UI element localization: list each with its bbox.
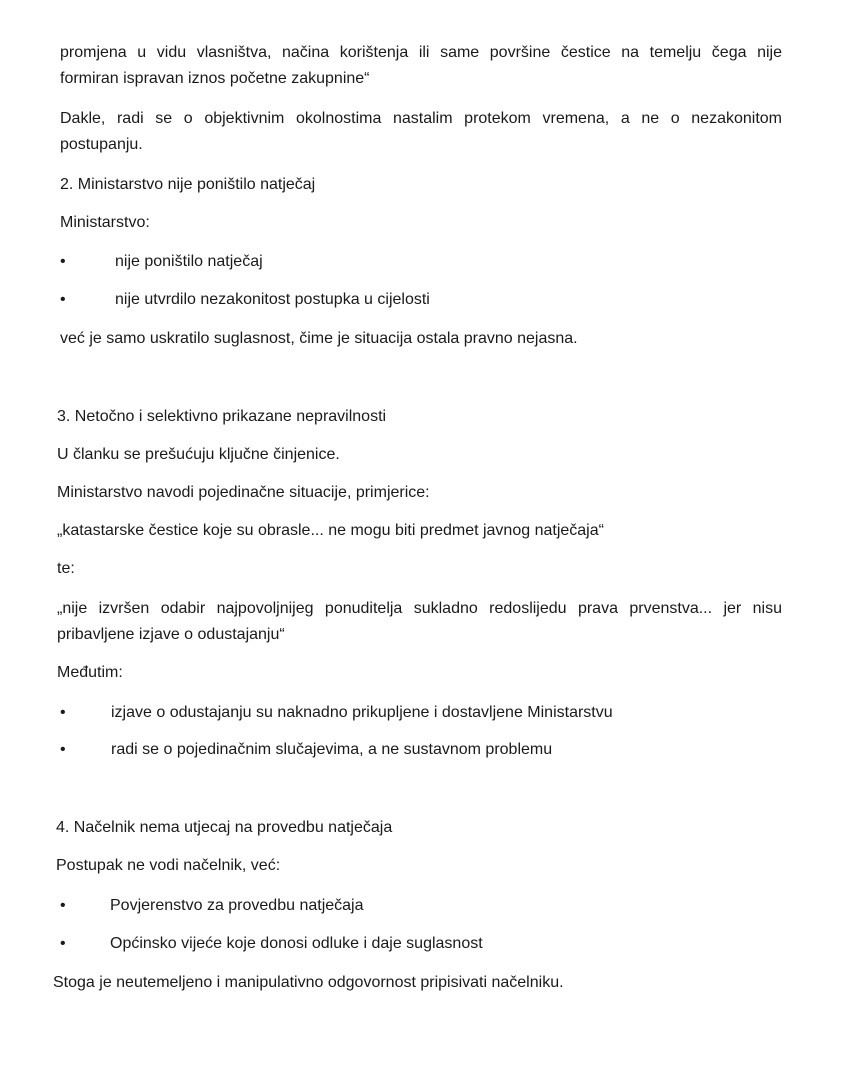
section-lead: Međutim: — [57, 664, 123, 681]
section-heading: 2. Ministarstvo nije poništilo natječaj — [60, 176, 316, 193]
list-item: nije poništilo natječaj — [115, 253, 263, 270]
paragraph-line: U članku se prešućuju ključne činjenice. — [57, 446, 340, 463]
list-item: nije utvrdilo nezakonitost postupka u cijelosti — [115, 291, 430, 308]
list-item: radi se o pojedinačnim slučajevima, a ne sustavnom problemu — [111, 741, 553, 758]
section-heading: 4. Načelnik nema utjecaj na provedbu natječaja — [56, 819, 393, 836]
bullet-point: • — [60, 935, 66, 952]
section-heading: 3. Netočno i selektivno prikazane nepravilnosti — [57, 408, 387, 425]
bullet-point: • — [60, 897, 66, 914]
bullet-point: • — [60, 291, 66, 308]
list-item: Povjerenstvo za provedbu natječaja — [110, 897, 364, 914]
bullet-point: • — [60, 704, 66, 721]
paragraph-line: te: — [57, 560, 75, 577]
paragraph-line: Ministarstvo navodi pojedinačne situacije, primjerice: — [57, 484, 430, 501]
bullet-point: • — [60, 741, 66, 758]
bullet-point: • — [60, 253, 66, 270]
quote-line: pribavljene izjave o odustajanju“ — [57, 626, 285, 643]
paragraph-line: već je samo uskratilo suglasnost, čime je situacija ostala pravno nejasna. — [60, 330, 578, 347]
paragraph-line: postupanju. — [60, 136, 143, 153]
list-item: Općinsko vijeće koje donosi odluke i daje suglasnost — [110, 935, 483, 952]
quote-line: „katastarske čestice koje su obrasle... ne mogu biti predmet javnog natječaja“ — [57, 522, 604, 539]
paragraph-line: formiran ispravan iznos početne zakupnine“ — [60, 70, 370, 87]
quote-line: „nije izvršen odabir najpovoljnijeg ponuditelja sukladno redoslijedu prava prvenstva... jer nisu — [57, 600, 782, 617]
section-lead: Ministarstvo: — [60, 214, 150, 231]
paragraph-line: Dakle, radi se o objektivnim okolnostima nastalim protekom vremena, a ne o nezakonitom — [60, 110, 782, 127]
paragraph-line: promjena u vidu vlasništva, načina korištenja ili same površine čestice na temelju čega nije — [60, 44, 782, 61]
section-lead: Postupak ne vodi načelnik, već: — [56, 857, 281, 874]
paragraph-line: Stoga je neutemeljeno i manipulativno odgovornost pripisivati načelniku. — [53, 974, 564, 991]
list-item: izjave o odustajanju su naknadno prikupljene i dostavljene Ministarstvu — [111, 704, 613, 721]
